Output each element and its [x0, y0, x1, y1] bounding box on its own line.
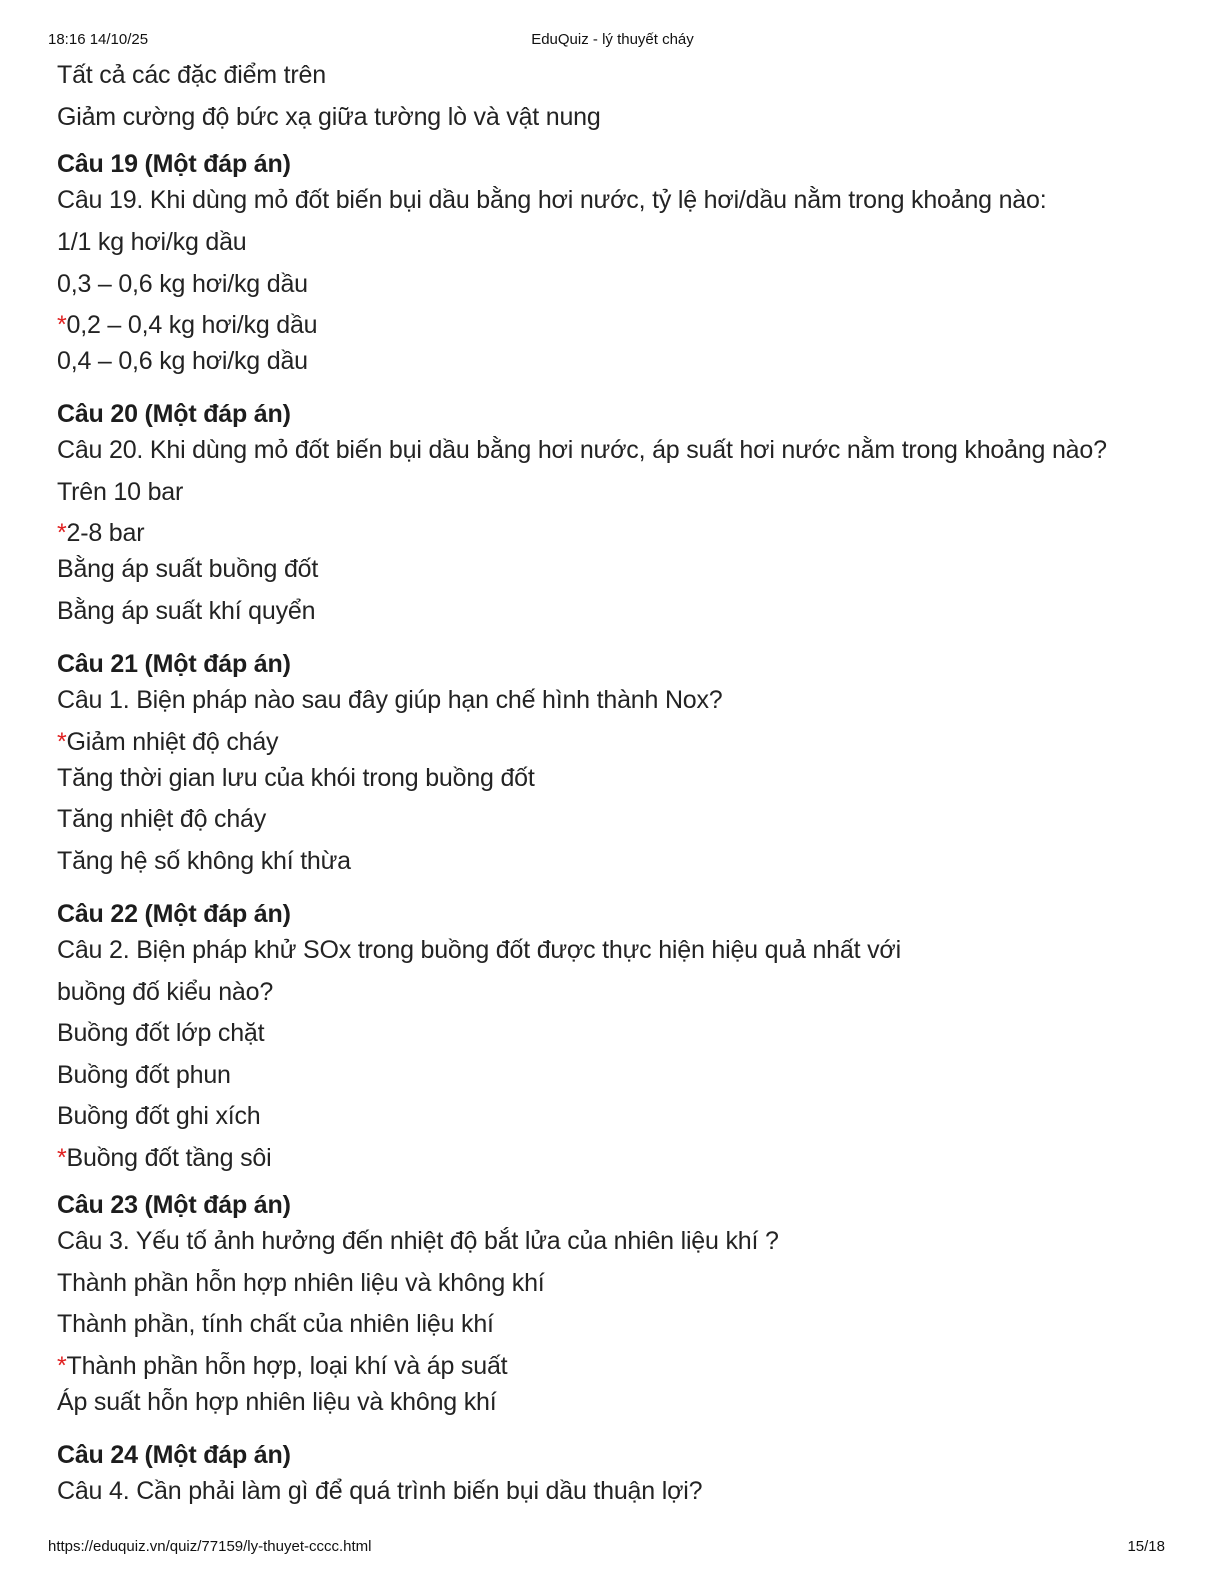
correct-answer-marker: * [57, 1144, 67, 1172]
line-text: 0,3 – 0,6 kg hơi/kg dầu [57, 270, 308, 298]
quiz-text-line [57, 846, 351, 876]
quiz-text-line [57, 477, 183, 507]
question-heading [57, 899, 291, 929]
correct-answer-marker: * [57, 1352, 67, 1380]
print-datetime: 18:16 14/10/25 [48, 31, 149, 48]
page-url: https://eduquiz.vn/quiz/77159/ly-thuyet-cccc.html [48, 1538, 372, 1555]
quiz-text-line [57, 435, 1107, 465]
line-text: Buồng đốt lớp chặt [57, 1019, 265, 1047]
line-text: Trên 10 bar [57, 478, 184, 506]
question-heading [57, 649, 291, 679]
line-text: Câu 23 (Một đáp án) [57, 1191, 291, 1219]
correct-answer-option [57, 1143, 271, 1173]
line-text: Buồng đốt ghi xích [57, 1102, 261, 1130]
quiz-text-line [57, 935, 901, 965]
page-title: EduQuiz - lý thuyết cháy [531, 31, 694, 48]
quiz-text-line [57, 60, 326, 90]
line-text: Áp suất hỗn hợp nhiên liệu và không khí [57, 1388, 497, 1416]
quiz-text-line [57, 1101, 261, 1131]
quiz-text-line [57, 763, 535, 793]
quiz-text-line [57, 185, 1046, 215]
line-text: Câu 3. Yếu tố ảnh hưởng đến nhiệt độ bắt lửa của nhiên liệu khí ? [57, 1227, 779, 1255]
line-text: 1/1 kg hơi/kg dầu [57, 228, 247, 256]
line-text: Thành phần hỗn hợp nhiên liệu và không khí [57, 1269, 545, 1297]
correct-answer-option [57, 518, 144, 548]
line-text: 0,4 – 0,6 kg hơi/kg dầu [57, 347, 308, 375]
line-text: Câu 22 (Một đáp án) [57, 900, 291, 928]
line-text: Giảm cường độ bức xạ giữa tường lò và vật nung [57, 103, 601, 131]
correct-answer-marker: * [57, 519, 67, 547]
line-text: Bằng áp suất buồng đốt [57, 555, 319, 583]
line-text: 2-8 bar [66, 519, 145, 547]
line-text: Tăng nhiệt độ cháy [57, 805, 267, 833]
quiz-text-line [57, 1018, 264, 1048]
quiz-text-line [57, 1476, 702, 1506]
line-text: Câu 24 (Một đáp án) [57, 1441, 291, 1469]
line-text: Thành phần hỗn hợp, loại khí và áp suất [66, 1352, 508, 1380]
question-heading [57, 1440, 291, 1470]
quiz-text-line [57, 269, 308, 299]
quiz-text-line [57, 804, 266, 834]
correct-answer-option [57, 310, 317, 340]
quiz-text-line [57, 1387, 496, 1417]
line-text: buồng đố kiểu nào? [57, 978, 274, 1006]
line-text: Câu 19 (Một đáp án) [57, 150, 291, 178]
line-text: Tăng thời gian lưu của khói trong buồng đốt [57, 764, 535, 792]
quiz-text-line [57, 1268, 545, 1298]
line-text: Tất cả các đặc điểm trên [57, 61, 326, 89]
page-number: 15/18 [1127, 1538, 1165, 1555]
quiz-text-line [57, 1309, 494, 1339]
correct-answer-option [57, 727, 278, 757]
line-text: Câu 1. Biện pháp nào sau đây giúp hạn chế hình thành Nox? [57, 686, 723, 714]
quiz-text-line [57, 102, 601, 132]
quiz-text-line [57, 977, 273, 1007]
line-text: 0,2 – 0,4 kg hơi/kg dầu [66, 311, 318, 339]
line-text: Buồng đốt tầng sôi [66, 1144, 272, 1172]
quiz-text-line [57, 596, 315, 626]
line-text: Thành phần, tính chất của nhiên liệu khí [57, 1310, 494, 1338]
correct-answer-option [57, 1351, 507, 1381]
quiz-text-line [57, 346, 308, 376]
question-heading [57, 1190, 291, 1220]
question-heading [57, 149, 291, 179]
line-text: Câu 20 (Một đáp án) [57, 400, 291, 428]
correct-answer-marker: * [57, 311, 67, 339]
line-text: Giảm nhiệt độ cháy [66, 728, 279, 756]
line-text: Câu 19. Khi dùng mỏ đốt biến bụi dầu bằng hơi nước, tỷ lệ hơi/dầu nằm trong khoảng nào: [57, 186, 1047, 214]
quiz-text-line [57, 554, 318, 584]
quiz-text-line [57, 227, 247, 257]
correct-answer-marker: * [57, 728, 67, 756]
quiz-text-line [57, 1060, 231, 1090]
line-text: Câu 21 (Một đáp án) [57, 650, 291, 678]
line-text: Tăng hệ số không khí thừa [57, 847, 351, 875]
line-text: Câu 4. Cần phải làm gì để quá trình biến bụi dầu thuận lợi? [57, 1477, 703, 1505]
line-text: Buồng đốt phun [57, 1061, 231, 1089]
line-text: Câu 20. Khi dùng mỏ đốt biến bụi dầu bằng hơi nước, áp suất hơi nước nằm trong khoảng nào? [57, 436, 1107, 464]
quiz-text-line [57, 685, 723, 715]
line-text: Câu 2. Biện pháp khử SOx trong buồng đốt được thực hiện hiệu quả nhất với [57, 936, 901, 964]
question-heading [57, 399, 291, 429]
line-text: Bằng áp suất khí quyển [57, 597, 316, 625]
quiz-text-line [57, 1226, 779, 1256]
